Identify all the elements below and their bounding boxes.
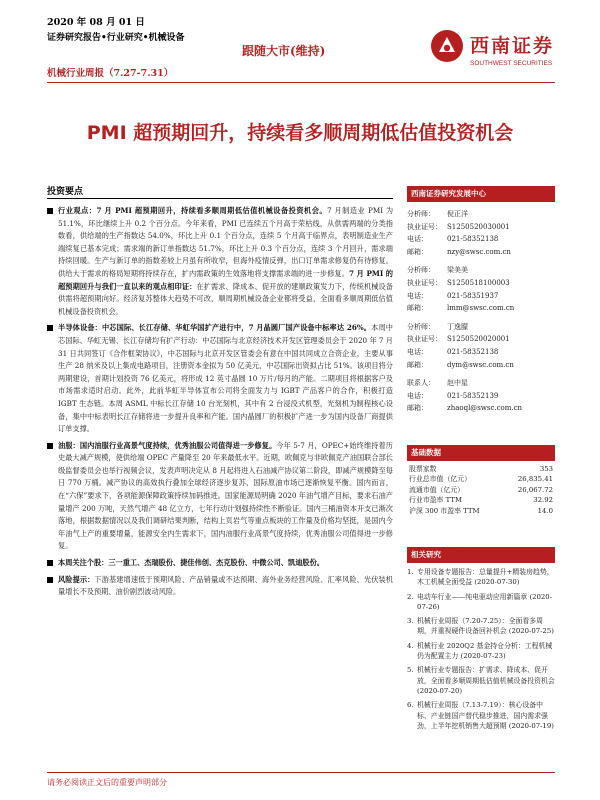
section-heading: 投资要点: [47, 187, 84, 197]
stat-value: 32.92: [533, 496, 553, 505]
industry-rating: 跟随大市(维持): [242, 44, 326, 58]
related-report-title: 机械行业专题报告：扩需求、降成本、促开放，全面看多顺周期低估值机械设备投资机会: [417, 666, 555, 685]
related-report-title: 机械行业周报（7.13-7.19）：核心设备中标、产业链国产替代稳步推进，国内需求强劲，上半年挖机销售大超预期: [417, 701, 548, 730]
field-label: 电话：: [407, 235, 428, 244]
field-label: 电话：: [407, 291, 428, 300]
report-type: 证券研究报告•行业研究•机械设备: [47, 33, 185, 43]
field-label: 执业证号：: [407, 278, 442, 287]
field-label: 联系人：: [407, 379, 435, 388]
stat-label: 行业总市值（亿元）: [409, 475, 472, 484]
analyst-panel: [407, 186, 555, 415]
paragraph-body: 本周中芯国际、华虹无锡、长江存储均有扩产行动：中芯国际与北京经济技术开发区管理委员会于 2020 年 7 月 31 日共同签订《合作框架协议》，中芯国际与北京开发区管委会有意在中国共同成立合资企业，主要从事生产 28 纳米及以上集成电路项目，注册资本金拟为 50 亿美元，中芯国际出资拟占比 51%。该项目将分两期建设，首期计划投资 76 亿美元，将形成 12 英寸晶圆 10 万片/每月的产能。二期项目将根据客户及市场需求适时启动。此外，此前华虹半导体宣布公司将全面发力与 IGBT 产品客户的合作，积极打造 IGBT 生态链。本周 ASML 中标长江存储 10 台光刻机，其中有 2 台浸没式机型，光刻机为制程核心设备，集中中标表明长江存储将进一步提升良率和产能。国内晶圆厂的积极扩产进一步为国内设备厂商提供订单支撑。: [58, 323, 393, 434]
stat-value: 26,835.41: [517, 475, 553, 484]
investment-points: [47, 205, 393, 603]
table-row: [407, 506, 555, 516]
related-report-title: 电动车行业——纯电驱动应用新篇章: [417, 592, 528, 601]
analyst-card: [407, 208, 555, 258]
square-bullet-icon: [47, 325, 53, 331]
item-number: 2.: [407, 592, 414, 601]
paragraph-lead: 半导体设备：中芯国际、长江存储、华虹华国扩产进行中，7 月晶圆厂国产设备中标率达 26%。: [58, 323, 372, 333]
related-report-link[interactable]: [407, 700, 555, 731]
paragraph-tail: 在扩需求、降成本、促开放的建顺政策发力下，传统机械设备供需将超预期向好。经济复苏整体大趋势不可改，顺周期机械设备企业都将受益，全面看多顺周期低估值机械设备投资机会。: [58, 281, 393, 316]
field-label: 执业证号：: [407, 222, 442, 231]
analyst-license: S1250518100003: [447, 278, 510, 287]
field-label: 邮箱：: [407, 304, 428, 313]
stat-label: 股票家数: [409, 465, 437, 473]
basic-data-table: [407, 464, 555, 516]
field-label: 邮箱：: [407, 360, 428, 369]
paragraph-lead: 本周关注个股：: [58, 558, 109, 568]
stat-label: 流通市值（亿元）: [409, 485, 465, 494]
basic-data-panel: [407, 445, 555, 516]
analyst-email[interactable]: nzy@swsc.com.cn: [447, 247, 511, 256]
field-label: 邮箱：: [407, 247, 428, 256]
related-report-link[interactable]: [407, 616, 555, 637]
contact-phone: 021-58352139: [447, 391, 499, 400]
field-label: 执业证号：: [407, 335, 442, 344]
contact-card: [407, 377, 555, 415]
paragraph-lead: 油服：国内油服行业高景气度持续，优秀油服公司值得进一步修复。: [58, 440, 277, 450]
square-bullet-icon: [47, 443, 53, 449]
table-row: [407, 464, 555, 474]
table-row: [407, 485, 555, 495]
related-report-date: (2020-07-23): [460, 652, 506, 661]
analyst-phone: 021-58352138: [447, 347, 499, 356]
related-report-date: (2020-07-19): [508, 721, 554, 730]
footer-disclaimer: 请务必阅读正文后的重要声明部分: [47, 778, 167, 787]
logo-mark-icon: [430, 29, 464, 63]
analyst-name: 丁逸朦: [447, 322, 468, 331]
paragraph-body: 7 月制造业 PMI 为 51.1%，环比继续上升 0.2 个百分点。今年来看，PMI 已连续五个月高于荣枯线，从供需两端的分类指数看，供给端的生产指数达 54.0%，环比上升 0.1 个百分点，连续 5 个月高于临界点，表明制造业生产端续复已基本完成；需求端的新订单指数达 51.7%，环比上升 0.3 个百分点，连续 3 个月回升，需求端持续回暖。生产与新订单的指数差较上月虽有所收窄，但海外疫情反弹，出口订单需求修复仍有待修复。供给大于需求的格局短期将持续存在，扩内需政策的生效落地将支撑需求端的进一步修复。: [58, 206, 394, 278]
company-logo: [430, 27, 570, 77]
item-number: 3.: [407, 617, 414, 626]
stat-value: 26,067.72: [517, 485, 553, 494]
stock-list: 三一重工、杰瑞股份、捷佳伟创、杰克股份、中微公司、凯迪股份。: [108, 558, 324, 568]
field-label: 电话：: [407, 391, 428, 400]
paragraph-stock-picks: [47, 557, 393, 570]
analyst-card: [407, 264, 555, 314]
related-report-date: (2020-07-25): [508, 627, 554, 636]
table-row: [407, 474, 555, 484]
paragraph-semiconductor: [47, 322, 393, 435]
stat-label: 行业市盈率 TTM: [409, 496, 463, 505]
related-research-panel: [407, 547, 555, 731]
contact-email[interactable]: zhaoql@swsc.com.cn: [447, 404, 523, 413]
analyst-card: [407, 321, 555, 371]
paragraph-industry-view: [47, 205, 393, 318]
related-research-title: 相关研究: [407, 547, 555, 563]
report-date: 2020 年 08 月 01 日: [47, 17, 145, 28]
field-label: 电话：: [407, 347, 428, 356]
analyst-name: 梁美美: [447, 266, 468, 275]
paragraph-body: 下游基建增速低于预期风险、产品销量或不达预期、海外业务经营风险、汇率风险、光伏装机量增长不及预期、油价剧烈波动风险。: [58, 574, 393, 597]
related-report-link[interactable]: [407, 641, 555, 662]
related-report-title: 专用设备专题报告：总量提升+精装房趋势，木工机械全面受益: [417, 568, 554, 587]
analyst-panel-title: 西南证券研究发展中心: [407, 186, 555, 202]
stat-value: 14.0: [537, 506, 553, 515]
paragraph-oil-service: [47, 440, 393, 553]
paragraph-lead: 风险提示：: [58, 574, 95, 584]
analyst-email[interactable]: lmm@swsc.com.cn: [447, 304, 515, 313]
paragraph-body: 今年 5-7 月，OPEC+始终维持着历史最大减产规模，使供给端 OPEC 产量降至 20 年来最低水平。近期，欧佩克与非欧佩克产油国联合部长级监督委员会也举行视频会议，发表声明决定从 8 月起将进入石油减产协议第二阶段，即减产规模降至每日 770 万桶。减产协议的高效执行叠加全球经济逐步复苏，国际原油市场已逐渐恢复平衡。国内而言，在“六保”要求下，各项能源保障政策持续加码推进。国家能源局明确 2020 年油气增产目标，要求石油产量增产 200 万吨，天然气增产 48 亿立方，七年行动计划强持续性不断验证。国内三桶油资本开支已渐次落地，根据数据情况以及我们调研结果判断，结构上页岩气等重点板块的工作量及价格均坚挺，是国内今年油气上产的重要增量，能源安全内生需求下，国内油服行业高景气度持续，优秀油服公司值得进一步修复。: [58, 440, 393, 551]
stat-value: 353: [539, 465, 553, 473]
related-report-title: 机械行业 2020Q2 基金持仓分析：工程机械仍为配置主力: [417, 641, 553, 661]
field-label: 邮箱：: [407, 404, 428, 413]
paragraph-emphasis: 7 月 PMI 的超预期回升与我们一直以来的观点相印证：: [58, 268, 393, 291]
stat-label: 沪深 300 市盈率 TTM: [409, 506, 480, 515]
report-series: 机械行业周报（7.27-7.31）: [47, 68, 174, 79]
analyst-license: S1250520030001: [447, 222, 510, 231]
report-title: PMI 超预期回升，持续看多顺周期低估值投资机会: [86, 122, 514, 144]
analyst-phone: 021-58352138: [447, 235, 499, 244]
square-bullet-icon: [47, 560, 53, 566]
item-number: 5.: [407, 666, 414, 675]
related-report-date: (2020-07-30): [474, 578, 520, 587]
field-label: 分析师：: [407, 266, 435, 275]
square-bullet-icon: [47, 208, 53, 214]
square-bullet-icon: [47, 577, 53, 583]
item-number: 1.: [407, 568, 414, 576]
related-report-title: 机械行业周报（7.20-7.25）：全面看多周期，并重视硬件设备回补机会: [417, 617, 544, 636]
paragraph-risk: [47, 574, 393, 599]
related-report-link[interactable]: [407, 665, 555, 696]
footer-divider: [47, 772, 555, 773]
logo-text-cn: 西南证券: [470, 35, 555, 57]
analyst-email[interactable]: dym@swsc.com.cn: [447, 360, 514, 369]
logo-text-en: SOUTHWEST SECURITIES: [470, 60, 553, 67]
section-divider: [47, 198, 393, 199]
analyst-phone: 021-58351937: [447, 291, 499, 300]
related-report-date: (2020-07-20): [417, 686, 463, 695]
header-divider: [47, 82, 555, 83]
item-number: 6.: [407, 701, 414, 710]
analyst-name: 倪正洋: [447, 210, 468, 218]
related-report-date: (2020-07-26): [417, 592, 553, 611]
contact-name: 赵中星: [447, 379, 468, 388]
item-number: 4.: [407, 641, 414, 650]
report-header: [0, 0, 600, 90]
field-label: 分析师：: [407, 322, 435, 331]
basic-data-title: 基础数据: [407, 445, 555, 461]
table-row: [407, 495, 555, 505]
field-label: 分析师：: [407, 210, 435, 218]
paragraph-lead: 行业观点：7 月 PMI 超预期回升，持续看多顺周期低估值机械设备投资机会。: [58, 206, 328, 215]
related-report-link[interactable]: [407, 567, 555, 588]
related-report-link[interactable]: [407, 592, 555, 613]
analyst-license: S1250520020001: [447, 335, 510, 344]
